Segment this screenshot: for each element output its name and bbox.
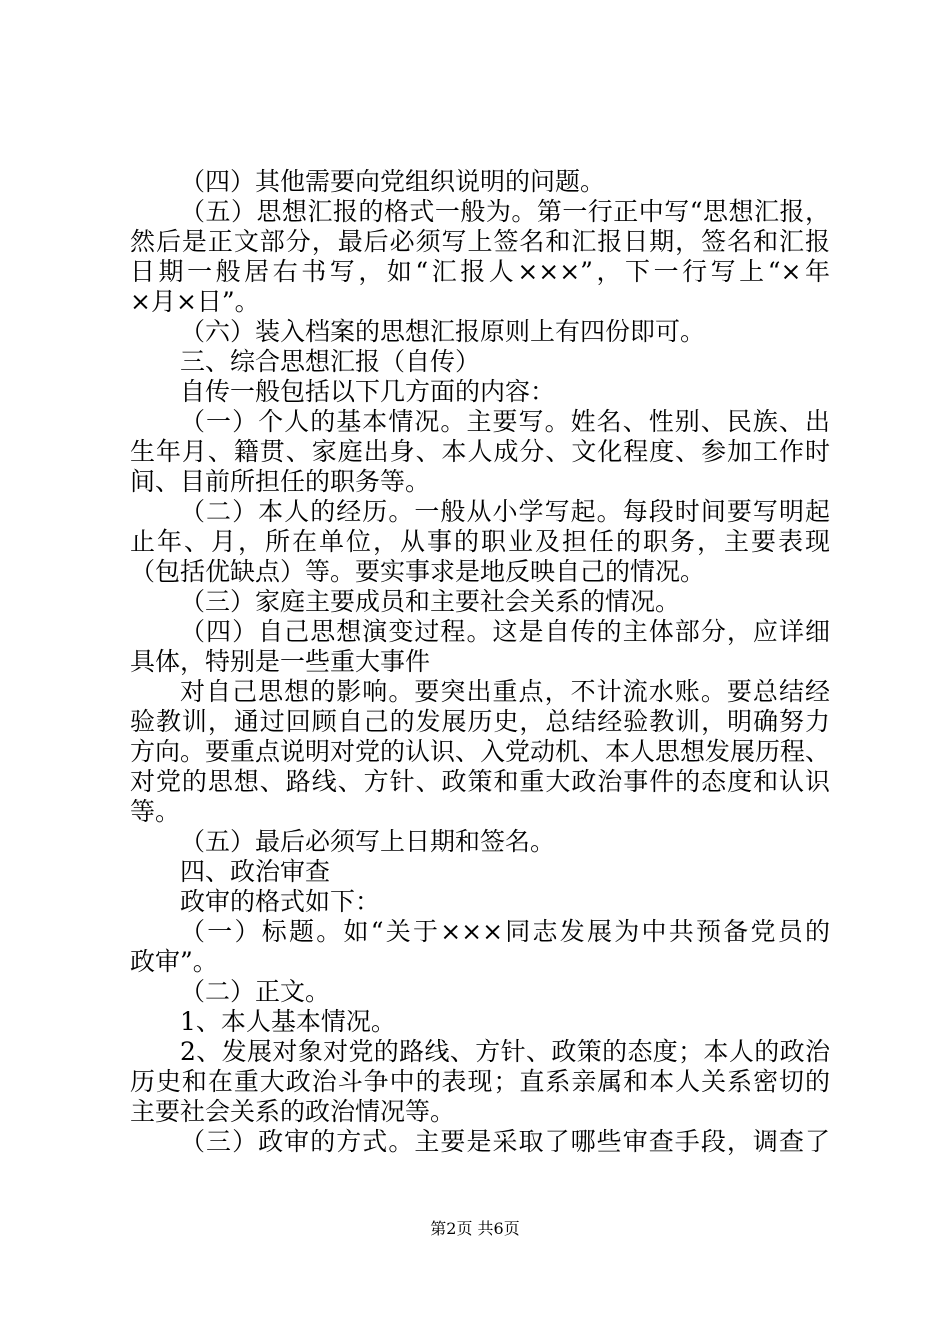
text-line: 间、目前所担任的职务等。 (130, 467, 431, 496)
text-line: （五）思想汇报的格式一般为。第一行正中写“思想汇报， (180, 197, 830, 226)
text-line: （二）正文。 (180, 977, 331, 1006)
text-line: 历史和在重大政治斗争中的表现；直系亲属和本人关系密切的 (130, 1067, 830, 1096)
text-line: （六）装入档案的思想汇报原则上有四份即可。 (180, 317, 706, 346)
text-line: （一）标题。如“关于×××同志发展为中共预备党员的 (180, 917, 830, 946)
text-line: 政审”。 (130, 947, 218, 976)
text-line: （二）本人的经历。一般从小学写起。每段时间要写明起 (180, 497, 830, 526)
text-line: 验教训，通过回顾自己的发展历史，总结经验教训，明确努力 (130, 707, 830, 736)
page-footer: 第2页 共6页 (430, 1219, 520, 1238)
text-line: （五）最后必须写上日期和签名。 (180, 827, 556, 856)
text-line: （四）其他需要向党组织说明的问题。 (180, 167, 606, 196)
text-line: 然后是正文部分，最后必须写上签名和汇报日期，签名和汇报 (130, 227, 830, 256)
text-line: 生年月、籍贯、家庭出身、本人成分、文化程度、参加工作时 (130, 437, 830, 466)
text-line: 止年、月，所在单位，从事的职业及担任的职务，主要表现 (130, 527, 830, 556)
document-body (130, 167, 830, 1157)
text-line: 对自己思想的影响。要突出重点，不计流水账。要总结经 (180, 677, 830, 706)
text-line: 2、发展对象对党的路线、方针、政策的态度；本人的政治 (180, 1037, 830, 1066)
text-line: （三）政审的方式。主要是采取了哪些审查手段，调查了 (180, 1127, 830, 1156)
text-line: 三、综合思想汇报（自传） (180, 347, 481, 376)
text-line: 主要社会关系的政治情况等。 (130, 1097, 456, 1126)
text-line: 具体，特别是一些重大事件 (130, 647, 431, 676)
text-line: （一）个人的基本情况。主要写。姓名、性别、民族、出 (180, 407, 830, 436)
text-line: 四、政治审查 (180, 857, 331, 886)
text-line: （包括优缺点）等。要实事求是地反映自己的情况。 (130, 557, 706, 586)
text-line: 自传一般包括以下几方面的内容： (180, 377, 556, 406)
text-line: 政审的格式如下： (180, 887, 381, 916)
text-line: 等。 (130, 797, 181, 826)
text-line: 日期一般居右书写，如“汇报人×××”，下一行写上“×年 (130, 257, 830, 286)
text-line: ×月×日”。 (130, 287, 260, 316)
text-line: （三）家庭主要成员和主要社会关系的情况。 (180, 587, 681, 616)
text-line: 方向。要重点说明对党的认识、入党动机、本人思想发展历程、 (130, 737, 830, 766)
text-line: 对党的思想、路线、方针、政策和重大政治事件的态度和认识 (130, 767, 830, 796)
text-line: 1、本人基本情况。 (180, 1007, 396, 1036)
text-line: （四）自己思想演变过程。这是自传的主体部分，应详细 (180, 617, 830, 646)
